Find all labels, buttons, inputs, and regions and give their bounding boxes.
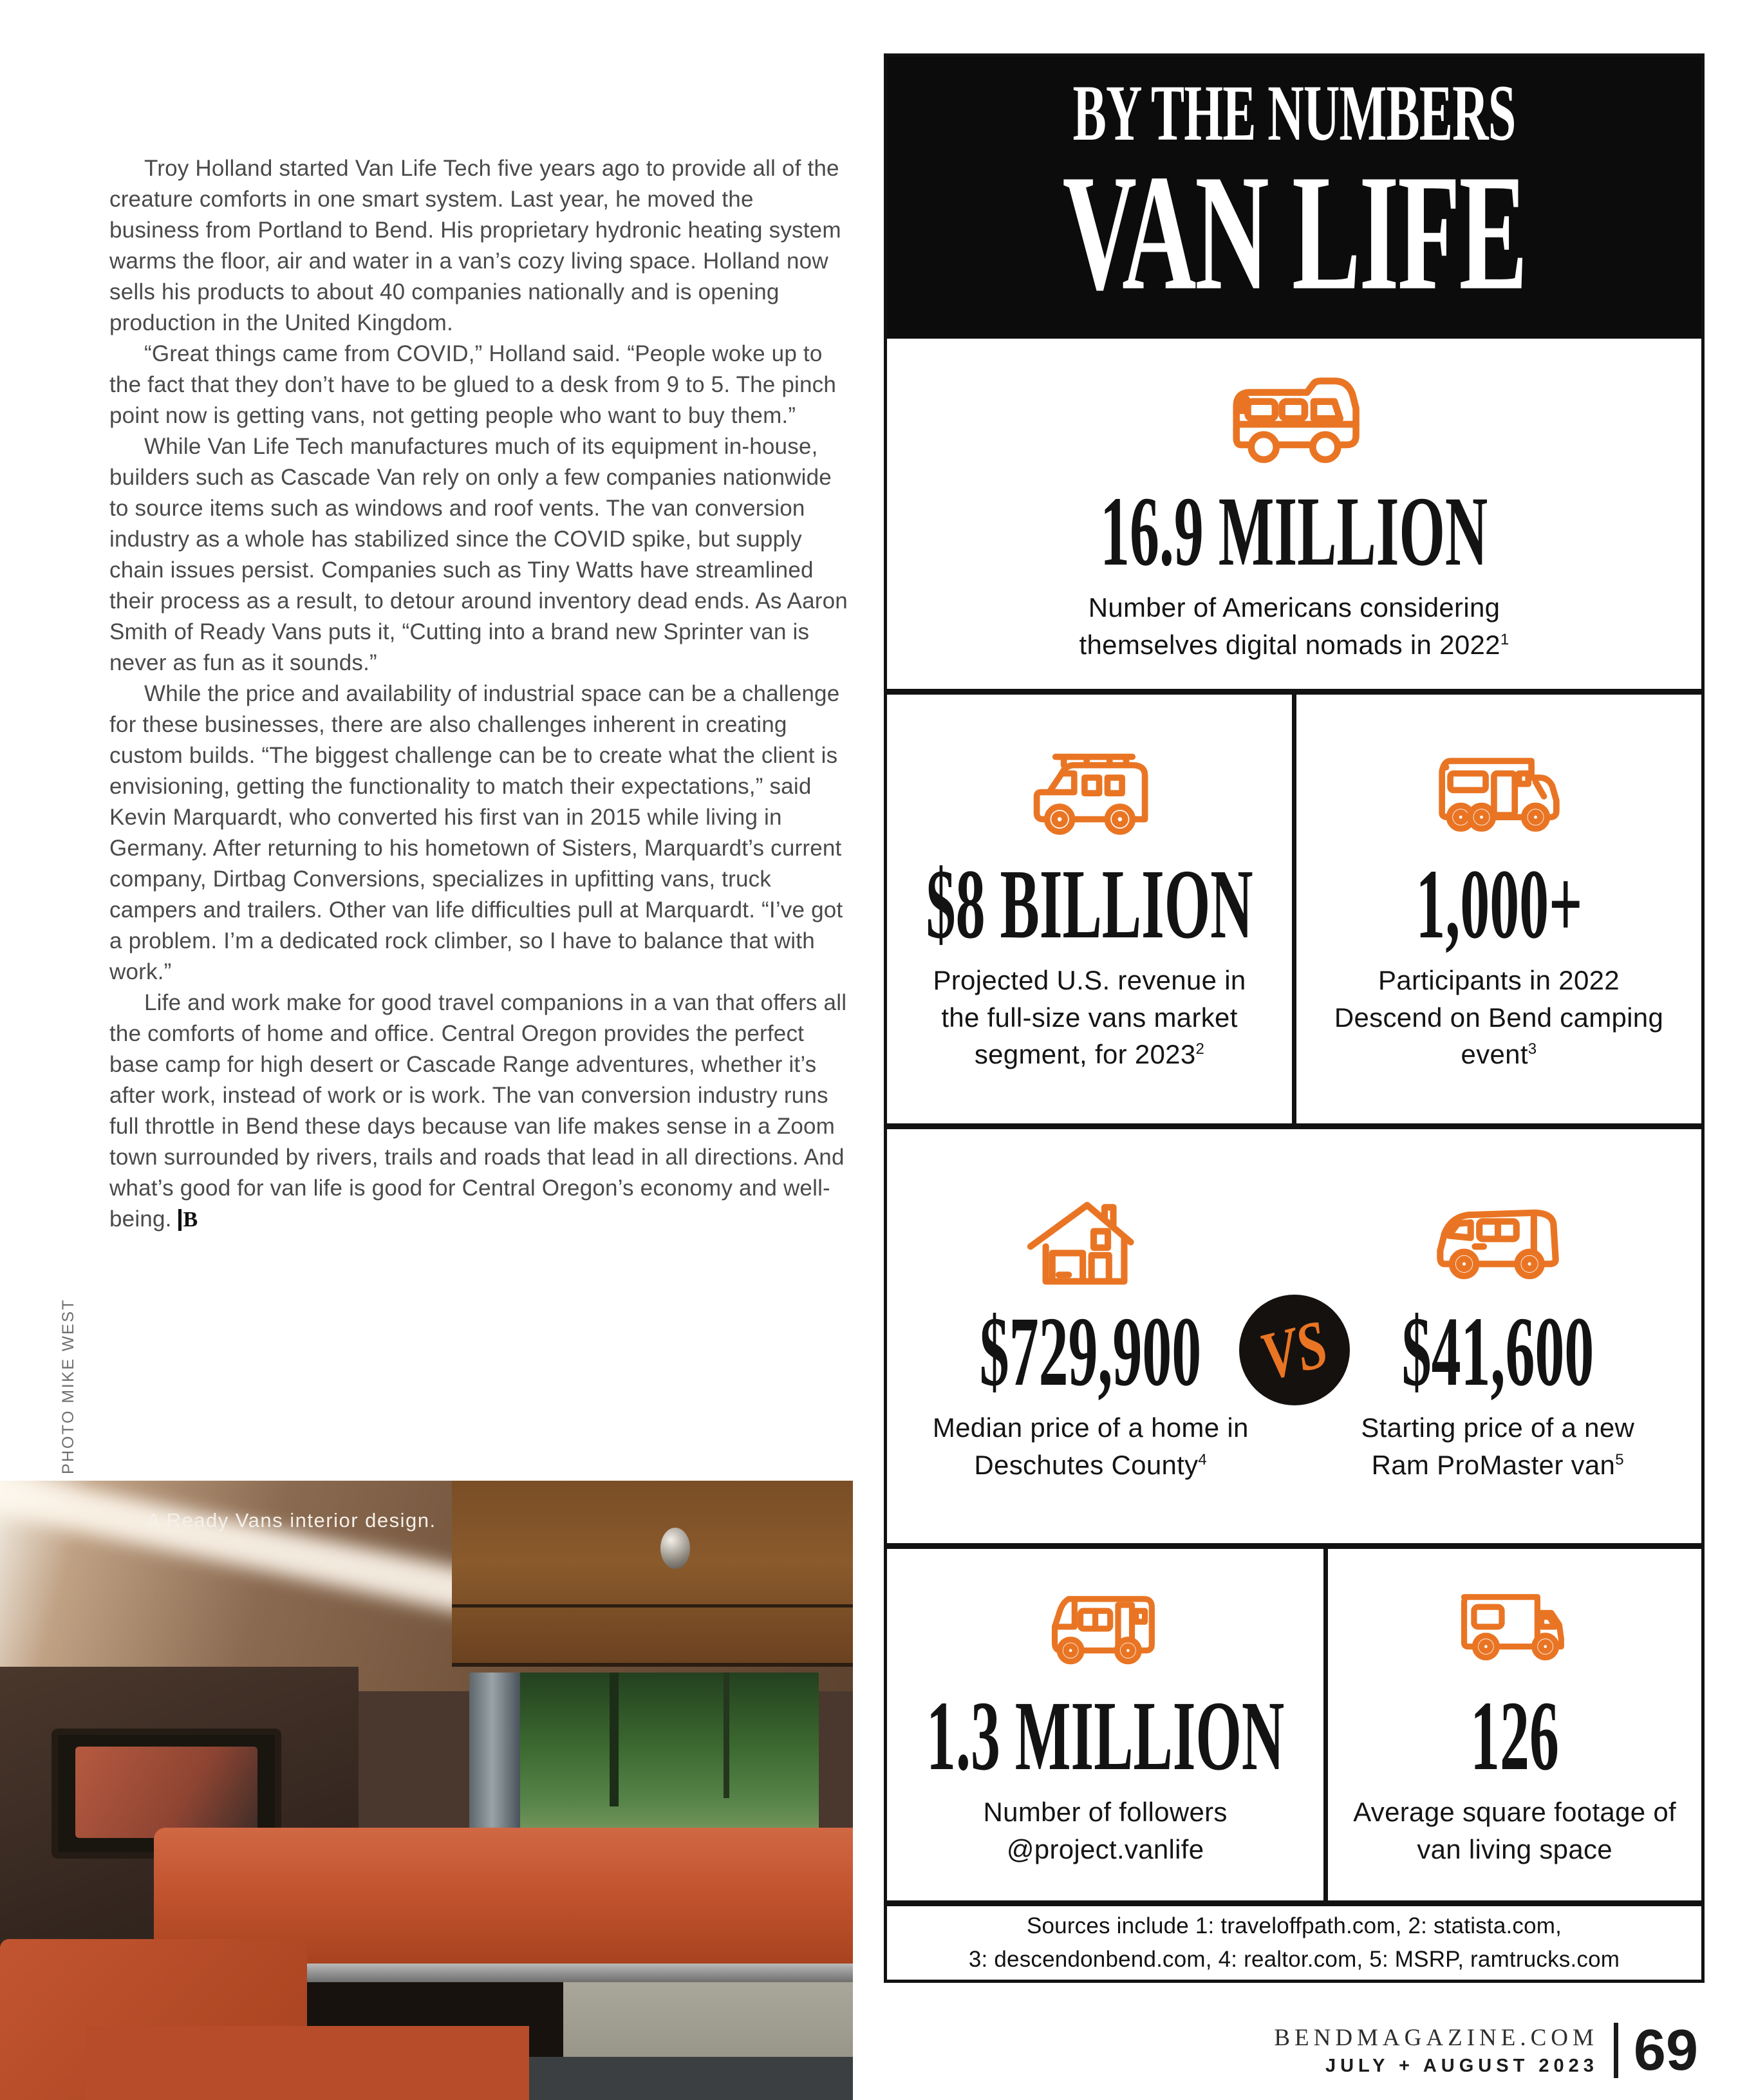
- footnote-marker: 2: [1195, 1040, 1205, 1058]
- footnote-marker: 1: [1500, 630, 1509, 648]
- page-footer: [1274, 2018, 1698, 2083]
- stat-value: 126: [1470, 1680, 1560, 1792]
- stat-description-text: Average square footage of van living space: [1353, 1796, 1677, 1864]
- article-body: [109, 153, 850, 1235]
- by-the-numbers-panel: [884, 53, 1705, 1983]
- stat-cell: [1323, 1549, 1701, 1900]
- stat-cell: [887, 339, 1701, 689]
- photo-door-sill: [512, 2057, 853, 2100]
- vs-label: VS: [1253, 1306, 1335, 1395]
- article-paragraph: Troy Holland started Van Life Tech five years ago to provide all of the creature comforts in one smart system. Last year, he moved the business from Portland to Bend. His proprietary hydronic heating system warms the floor, air and water in a van’s cozy living space. Holland now sells his products to about 40 companies nationally and is opening production in the United Kingdom.: [109, 156, 841, 335]
- stat-half-van: [1294, 1189, 1702, 1484]
- sources-note: [887, 1900, 1701, 1980]
- stat-cell: [1292, 695, 1701, 1123]
- photo-window-glass: [75, 1747, 258, 1838]
- stat-description: [922, 962, 1257, 1074]
- stat-row-revenue-participants: [887, 689, 1701, 1123]
- photo-tree-trunk: [610, 1673, 619, 1806]
- photo-cabinet: [452, 1481, 853, 1667]
- footer-text-block: [1274, 2024, 1598, 2077]
- stat-value: 1.3 MILLION: [926, 1680, 1285, 1792]
- house-icon: [1020, 1189, 1161, 1298]
- stat-description-text: Starting price of a new Ram ProMaster van: [1361, 1412, 1635, 1480]
- stat-value: 1,000+: [1416, 849, 1582, 960]
- photo-cabinet-seam: [452, 1604, 853, 1608]
- article-photo: [0, 1481, 853, 2100]
- stat-description: [1050, 589, 1539, 664]
- photo-forest-view: [520, 1673, 819, 1840]
- vs-badge: [1239, 1295, 1350, 1405]
- article-paragraph: While Van Life Tech manufactures much of its equipment in-house, builders such as Cascade Van rely on only a few companies nationwide to source items such as windows and roof vents. The van conversion industry as a whole has stabilized since the COVID spike, but supply chain issues persist. Companies such as Tiny Watts have streamlined their process as a result, to detour around inventory dead ends. As Aaron Smith of Ready Vans puts it, “Cutting into a brand new Sprinter van is never as fun as it sounds.”: [109, 434, 848, 675]
- infographic-kicker: BY THE NUMBERS: [1072, 68, 1516, 157]
- sources-line: 3: descendonbend.com, 4: realtor.com, 5: MSRP, ramtrucks.com: [968, 1947, 1620, 1972]
- footnote-marker: 5: [1615, 1450, 1624, 1468]
- stat-description: [938, 1794, 1273, 1868]
- stat-description: [1347, 1794, 1682, 1868]
- stat-description-text: Median price of a home in Deschutes County: [932, 1412, 1249, 1480]
- travel-trailer-icon: [1432, 745, 1567, 851]
- photo-cabinet-knob: [660, 1528, 690, 1569]
- stat-cell: [887, 1549, 1323, 1900]
- article-paragraph: [109, 988, 850, 1235]
- article-paragraph: While the price and availability of industrial space can be a challenge for these businesses, there are also challenges inherent in creating custom builds. “The biggest challenge can be to create what the client is envisioning, getting the functionality to match their expectations,” said Kevin Marquardt, who converted his first van in 2015 while living in Germany. After returning to his hometown of Sisters, Marquardt’s current company, Dirtbag Conversions, specializes in upfitting vans, truck campers and trailers. Other van life difficulties pull at Marquardt. “I’ve got a problem. I’m a dedicated rock climber, so I have to balance that with work.”: [109, 681, 843, 984]
- stat-value: $729,900: [980, 1296, 1202, 1407]
- stat-description: [923, 1409, 1258, 1484]
- footnote-marker: 3: [1528, 1040, 1537, 1058]
- photo-tree-trunk: [724, 1673, 729, 1798]
- issue-date: JULY + AUGUST 2023: [1325, 2056, 1598, 2076]
- camper-van-icon: [1220, 364, 1369, 478]
- page-number: 69: [1633, 2018, 1698, 2083]
- stat-row-followers-footage: [887, 1543, 1701, 1900]
- infographic-header: [887, 57, 1701, 339]
- sources-line: Sources include 1: traveloffpath.com, 2: statista.com,: [1026, 1913, 1562, 1938]
- stat-row-digital-nomads: [887, 339, 1701, 689]
- stat-value: $8 BILLION: [926, 849, 1253, 960]
- footer-divider: [1614, 2023, 1618, 2078]
- stat-description-text: Number of Americans considering themselves digital nomads in 2022: [1079, 592, 1500, 660]
- stat-description-text: Number of followers @project.vanlife: [983, 1796, 1228, 1864]
- article-paragraph-text: Life and work make for good travel companions in a van that offers all the comforts of home and office. Central Oregon provides the perfect base camp for high desert or Cascade Range adventures, whether it’s after work, instead of work or is work. The van conversion industry runs full throttle in Bend these days because van life makes sense in a Zoom town surrounded by rivers, trails and roads that lead in all directions. And what’s good for van life is good for Central Oregon’s economy and well-being.: [109, 990, 847, 1232]
- stat-value: 16.9 MILLION: [1100, 476, 1488, 587]
- end-of-article-mark: B: [178, 1209, 198, 1231]
- stat-description: [1332, 962, 1667, 1074]
- article-paragraph: “Great things came from COVID,” Holland said. “People woke up to the fact that they don’t have to be glued to a desk from 9 to 5. The pinch point now is getting vans, not getting people who want to buy them.”: [109, 341, 837, 428]
- cargo-van-icon: [1427, 1189, 1569, 1298]
- stat-row-home-vs-van: [887, 1123, 1701, 1543]
- stat-half-home: [887, 1189, 1294, 1484]
- stat-description-text: Projected U.S. revenue in the full-size vans market segment, for 2023: [933, 964, 1246, 1070]
- photo-caption: A Ready Vans interior design.: [147, 1509, 436, 1532]
- stat-description-text: Participants in 2022 Descend on Bend camping event: [1334, 964, 1664, 1070]
- photo-credit: PHOTO MIKE WEST: [59, 1298, 77, 1474]
- stat-cell: [887, 695, 1292, 1123]
- stat-value: $41,600: [1401, 1296, 1594, 1407]
- stat-description: [1331, 1409, 1665, 1484]
- magazine-url: BENDMAGAZINE.COM: [1274, 2025, 1598, 2051]
- photo-seat-cushion: [86, 2026, 529, 2100]
- motorhome-icon: [1041, 1582, 1170, 1683]
- camper-truck-icon: [1450, 1582, 1579, 1683]
- footnote-marker: 4: [1198, 1450, 1208, 1468]
- rv-roof-rack-icon: [1022, 745, 1157, 851]
- infographic-title: VAN LIFE: [1062, 140, 1526, 324]
